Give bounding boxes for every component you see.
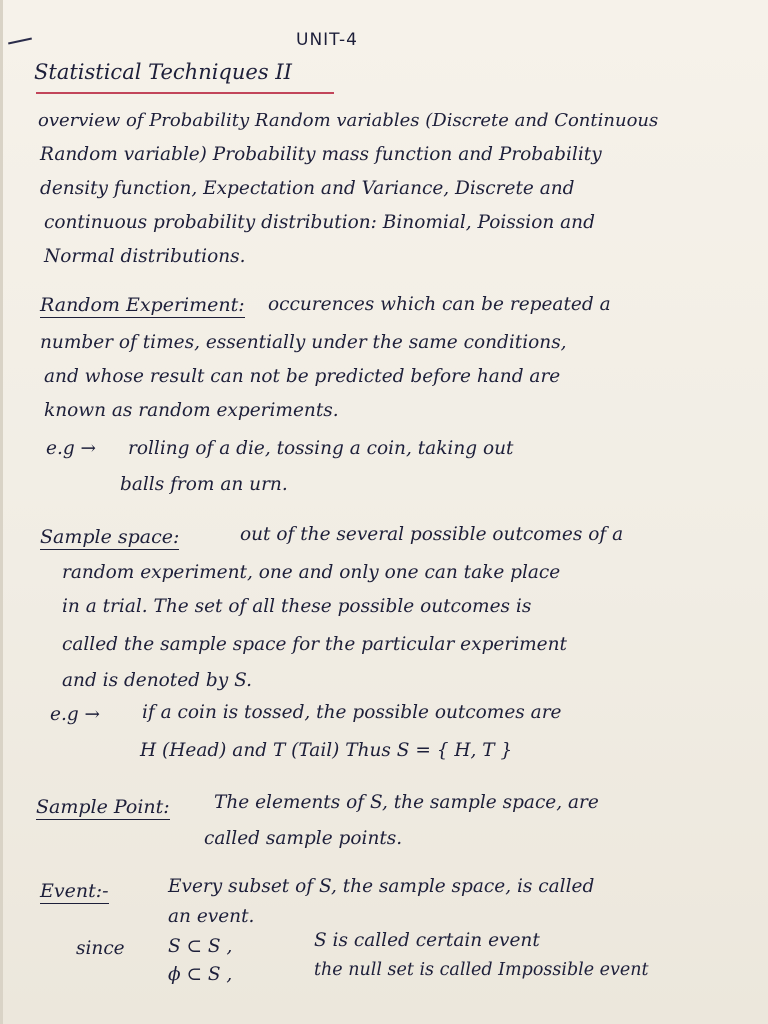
overview-line: density function, Expectation and Variance, Discrete and — [40, 178, 575, 199]
event-heading: Event:- — [40, 880, 109, 902]
title-underline — [36, 92, 334, 94]
sample-space-line: in a trial. The set of all these possible outcomes is — [62, 596, 532, 617]
relation-description: S is called certain event — [314, 930, 540, 951]
sample-space-line: and is denoted by S. — [62, 670, 252, 691]
random-experiment-line: number of times, essentially under the same conditions, — [40, 332, 567, 353]
random-experiment-line: known as random experiments. — [44, 400, 339, 421]
since-label: since — [76, 938, 125, 959]
example-line: if a coin is tossed, the possible outcomes are — [142, 702, 562, 723]
example-label: e.g → — [46, 438, 97, 459]
sample-space-line: out of the several possible outcomes of a — [240, 524, 624, 545]
event-line: an event. — [168, 906, 255, 927]
unit-heading: UNIT-4 — [296, 30, 358, 50]
random-experiment-heading: Random Experiment: — [40, 294, 245, 316]
sample-point-heading: Sample Point: — [36, 796, 170, 818]
page-margin — [0, 0, 3, 1024]
example-line: rolling of a die, tossing a coin, taking out — [128, 438, 514, 459]
random-experiment-line: and whose result can not be predicted before hand are — [44, 366, 561, 387]
relation-text: S ⊂ S , — [168, 936, 233, 957]
sample-space-line: called the sample space for the particular experiment — [62, 634, 567, 655]
event-line: Every subset of S, the sample space, is called — [168, 876, 595, 897]
example-label: e.g → — [50, 704, 101, 725]
sample-point-line: called sample points. — [204, 828, 403, 849]
example-line: H (Head) and T (Tail) Thus S = { H, T } — [140, 740, 513, 761]
overview-line: Normal distributions. — [44, 246, 246, 267]
overview-line: overview of Probability Random variables (Discrete and Continuous — [38, 110, 659, 131]
random-experiment-line: occurences which can be repeated a — [268, 294, 611, 315]
sample-space-heading: Sample space: — [40, 526, 180, 548]
page-title: Statistical Techniques II — [34, 60, 292, 84]
sample-space-line: random experiment, one and only one can take place — [62, 562, 561, 583]
overview-line: Random variable) Probability mass function and Probability — [40, 144, 602, 165]
corner-dash — [8, 38, 32, 45]
relation-text: ϕ ⊂ S , — [168, 964, 233, 985]
relation-description: the null set is called Impossible event — [314, 960, 649, 980]
example-line: balls from an urn. — [120, 474, 288, 495]
overview-line: continuous probability distribution: Binomial, Poission and — [44, 212, 595, 233]
sample-point-line: The elements of S, the sample space, are — [214, 792, 599, 813]
